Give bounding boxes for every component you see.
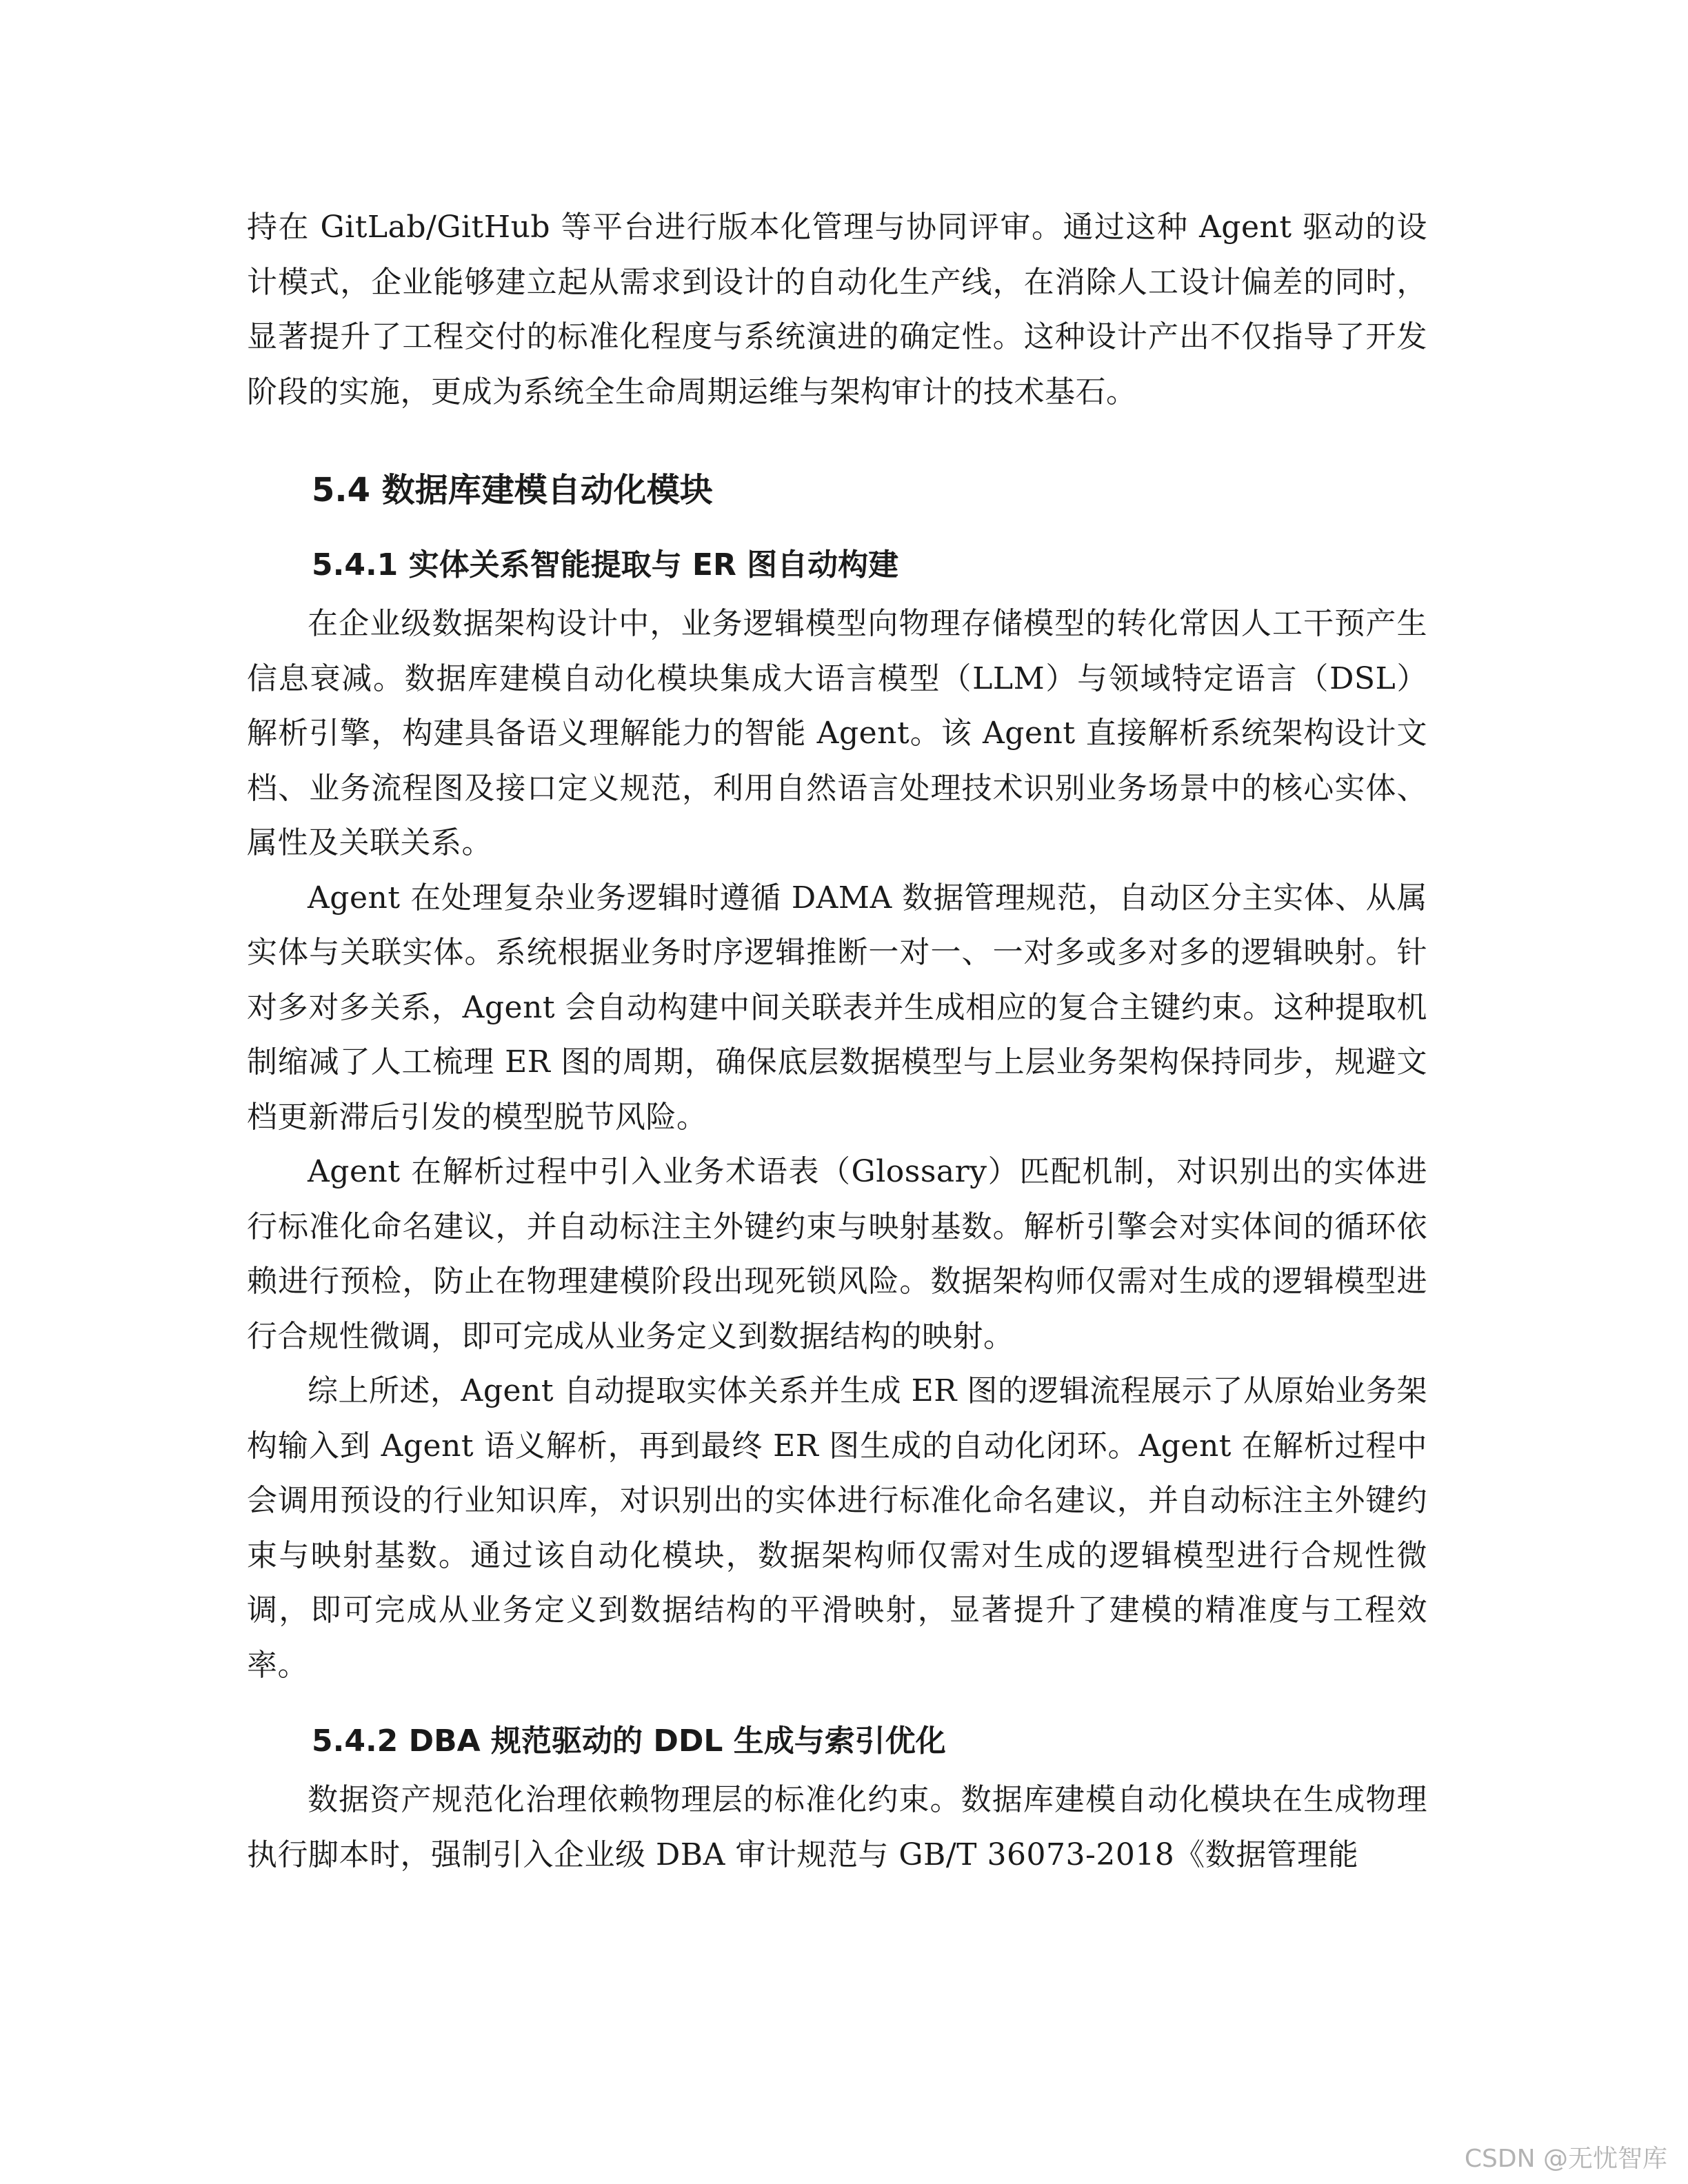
subsection-heading-5-4-1: 5.4.1 实体关系智能提取与 ER 图自动构建 [312, 547, 899, 583]
paragraph: 综上所述，Agent 自动提取实体关系并生成 ER 图的逻辑流程展示了从原始业务架构输入到 Agent 语义解析，再到最终 ER 图生成的自动化闭环。Agent 在解析过程中会调用预设的行业知识库，对识别出的实体进行标准化命名建议，并自动标注主外键约束与映射基数。通过该自动化模块，数据架构师仅需对生成的逻辑模型进行合规性微调，即可完成从业务定义到数据结构的平滑映射，显著提升了建模的精准度与工程效率。 [247, 1373, 1427, 1683]
paragraph: 数据资产规范化治理依赖物理层的标准化约束。数据库建模自动化模块在生成物理执行脚本时，强制引入企业级 DBA 审计规范与 GB/T 36073-2018《数据管理能 [247, 1782, 1427, 1872]
document-page [247, 200, 1427, 1882]
paragraph: 在企业级数据架构设计中，业务逻辑模型向物理存储模型的转化常因人工干预产生信息衰减。数据库建模自动化模块集成大语言模型（LLM）与领域特定语言（DSL）解析引擎，构建具备语义理解能力的智能 Agent。该 Agent 直接解析系统架构设计文档、业务流程图及接口定义规范，利用自然语言处理技术识别业务场景中的核心实体、属性及关联关系。 [247, 606, 1427, 860]
watermark: CSDN @无忧智库 [1464, 2145, 1667, 2173]
subsection-heading-5-4-2: 5.4.2 DBA 规范驱动的 DDL 生成与索引优化 [312, 1723, 946, 1759]
paragraph: Agent 在解析过程中引入业务术语表（Glossary）匹配机制，对识别出的实体进行标准化命名建议，并自动标注主外键约束与映射基数。解析引擎会对实体间的循环依赖进行预检，防止在物理建模阶段出现死锁风险。数据架构师仅需对生成的逻辑模型进行合规性微调，即可完成从业务定义到数据结构的映射。 [247, 1154, 1427, 1354]
paragraph: Agent 在处理复杂业务逻辑时遵循 DAMA 数据管理规范，自动区分主实体、从属实体与关联实体。系统根据业务时序逻辑推断一对一、一对多或多对多的逻辑映射。针对多对多关系，Agent 会自动构建中间关联表并生成相应的复合主键约束。这种提取机制缩减了人工梳理 ER 图的周期，确保底层数据模型与上层业务架构保持同步，规避文档更新滞后引发的模型脱节风险。 [247, 880, 1427, 1135]
paragraph-continued: 持在 GitLab/GitHub 等平台进行版本化管理与协同评审。通过这种 Agent 驱动的设计模式，企业能够建立起从需求到设计的自动化生产线，在消除人工设计偏差的同时，显著提升了工程交付的标准化程度与系统演进的确定性。这种设计产出不仅指导了开发阶段的实施，更成为系统全生命周期运维与架构审计的技术基石。 [247, 210, 1427, 410]
section-heading-5-4: 5.4 数据库建模自动化模块 [312, 471, 713, 509]
